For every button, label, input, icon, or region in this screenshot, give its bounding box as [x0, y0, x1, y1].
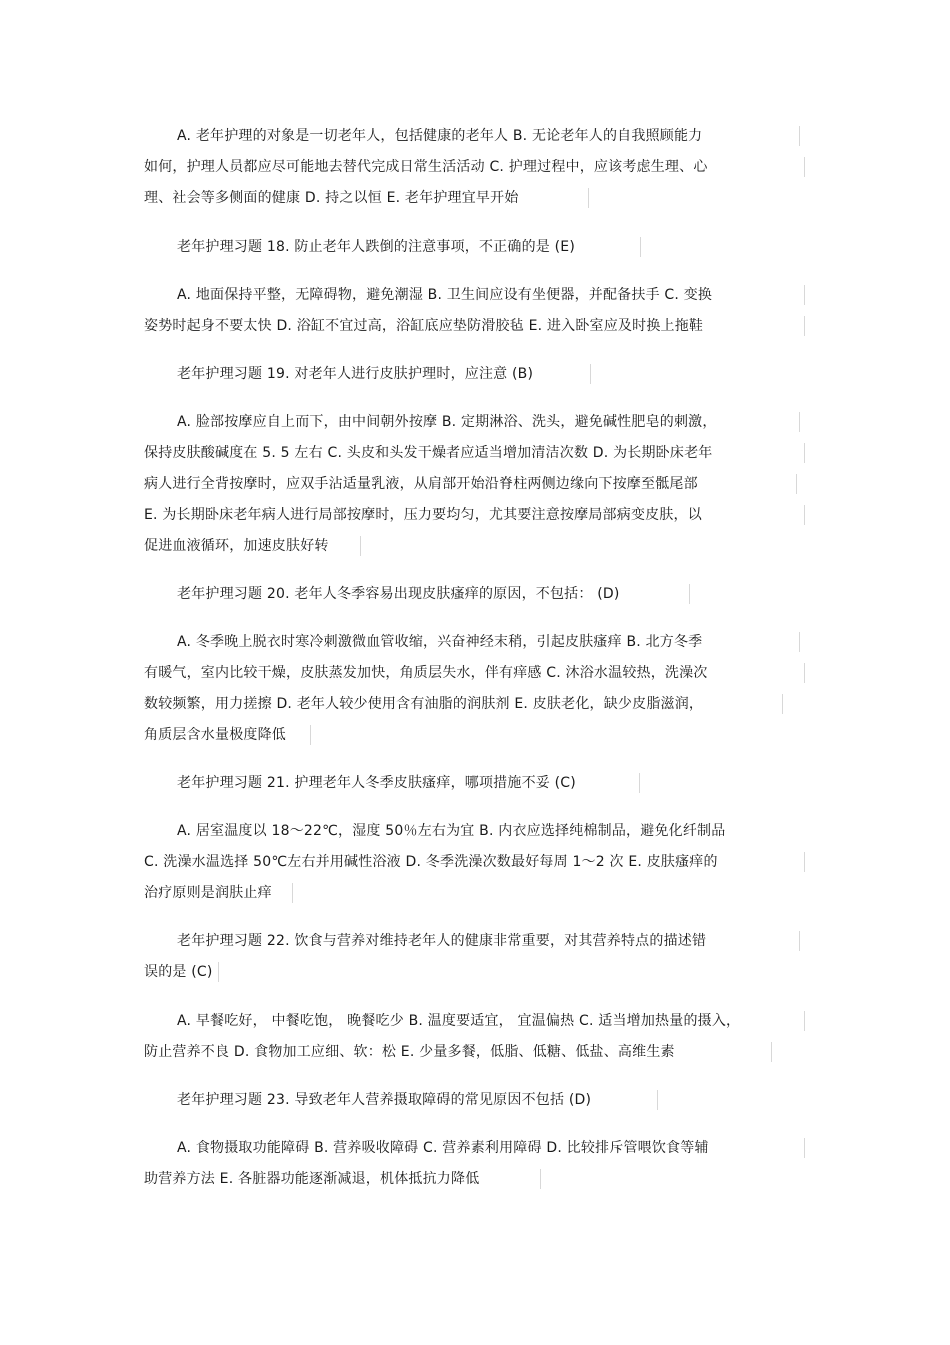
q22-options-line-1: A. 早餐吃好， 中餐吃饱， 晚餐吃少 B. 温度要适宜， 宜温偏热 C. 适当增加热量的摄入，	[177, 1011, 805, 1031]
q20-options-line-1: A. 冬季晚上脱衣时寒冷刺激微血管收缩，兴奋神经末稍，引起皮肤瘙痒 B. 北方冬季	[177, 632, 800, 652]
q20-options-line-3: 数较频繁，用力搓擦 D. 老年人较少使用含有油脂的润肤剂 E. 皮肤老化，缺少皮脂滋润，	[144, 694, 783, 714]
q23-options-line-1: A. 食物摄取功能障碍 B. 营养吸收障碍 C. 营养素利用障碍 D. 比较排斥管喂饮食等辅	[177, 1138, 805, 1158]
q17-options-line-2: 如何，护理人员都应尽可能地去替代完成日常生活活动 C. 护理过程中，应该考虑生理、心	[144, 157, 805, 177]
q23-options-line-2: 助营养方法 E. 各脏器功能逐渐减退，机体抵抗力降低	[144, 1169, 541, 1189]
q20-options-line-4: 角质层含水量极度降低	[144, 725, 311, 745]
q22-question-line-2: 误的是 (C)	[144, 962, 219, 982]
q21-options-line-2: C. 洗澡水温选择 50℃左右并用碱性浴液 D. 冬季洗澡次数最好每周 1～2 次 E. 皮肤瘙痒的	[144, 852, 805, 872]
q17-options-line-3: 理、社会等多侧面的健康 D. 持之以恒 E. 老年护理宜早开始	[144, 188, 589, 208]
q21-options-line-1: A. 居室温度以 18～22℃，湿度 50％左右为宜 B. 内衣应选择纯棉制品，避免化纤制品	[177, 823, 726, 839]
q22-options-line-2: 防止营养不良 D. 食物加工应细、软：松 E. 少量多餐，低脂、低糖、低盐、高维生素	[144, 1042, 772, 1062]
q19-question: 老年护理习题 19. 对老年人进行皮肤护理时，应注意 (B)	[177, 364, 591, 384]
q21-question: 老年护理习题 21. 护理老年人冬季皮肤瘙痒，哪项措施不妥 (C)	[177, 773, 640, 793]
q18-options-line-1: A. 地面保持平整，无障碍物，避免潮湿 B. 卫生间应设有坐便器，并配备扶手 C. 变换	[177, 285, 805, 305]
q18-options-line-2: 姿势时起身不要太快 D. 浴缸不宜过高，浴缸底应垫防滑胶毡 E. 进入卧室应及时换上拖鞋	[144, 316, 805, 336]
q20-options-line-2: 有暖气，室内比较干燥，皮肤蒸发加快，角质层失水，伴有痒感 C. 沐浴水温较热，洗澡次	[144, 663, 805, 683]
q17-options-line-1: A. 老年护理的对象是一切老年人，包括健康的老年人 B. 无论老年人的自我照顾能力	[177, 126, 800, 146]
q23-question: 老年护理习题 23. 导致老年人营养摄取障碍的常见原因不包括 (D)	[177, 1090, 658, 1110]
q18-question: 老年护理习题 18. 防止老年人跌倒的注意事项，不正确的是 (E)	[177, 237, 641, 257]
q20-question: 老年护理习题 20. 老年人冬季容易出现皮肤瘙痒的原因，不包括： (D)	[177, 584, 690, 604]
q19-options-line-4: E. 为长期卧床老年病人进行局部按摩时，压力要均匀，尤其要注意按摩局部病变皮肤，以	[144, 505, 805, 525]
q19-options-line-2: 保持皮肤酸碱度在 5. 5 左右 C. 头皮和头发干燥者应适当增加清洁次数 D. 为长期卧床老年	[144, 443, 805, 463]
q19-options-line-5: 促进血液循环，加速皮肤好转	[144, 536, 361, 556]
q19-options-line-3: 病人进行全背按摩时，应双手沾适量乳液，从肩部开始沿脊柱两侧边缘向下按摩至骶尾部	[144, 474, 797, 494]
q19-options-line-1: A. 脸部按摩应自上而下，由中间朝外按摩 B. 定期淋浴、洗头，避免碱性肥皂的刺激，	[177, 412, 800, 432]
q22-question-line-1: 老年护理习题 22. 饮食与营养对维持老年人的健康非常重要，对其营养特点的描述错	[177, 931, 800, 951]
q21-options-line-3: 治疗原则是润肤止痒	[144, 883, 293, 903]
